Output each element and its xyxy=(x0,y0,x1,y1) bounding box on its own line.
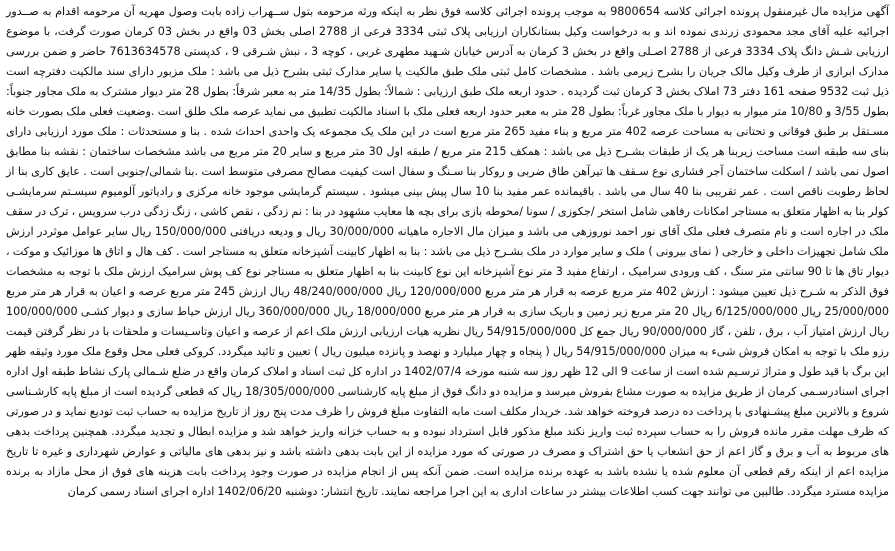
notice-body-text: آگهی مزایده مال غیرمنقول پرونده اجرائی کلاسه 9800654 به موجب پرونده اجرائی کلاسه فوق نظر به اینکه ورثه مرحومه بتول ســهراب زاده بابت وصول مهریه آن مرحومه اقدام به صــدور اجرائیه علیه آقای مجد محمودی زرندی نموده اند و به درخواست وکیل بستانکاران ارزیابی پلاک ثبتی 3334 فرعی از 2788 اصلی بخش 03 واقع در بخش 03 کرمان صورت گرفت، با موضوع ارزیابی شـش دانگ پلاک 3334 فرعی از 2788 اصـلی واقع در بخش 3 کرمان به آدرس خیابان شـهید مطهری غربی ، کوچه 3 ، نبش شـرقی 9 ، کدپستی 7613634578 حاضر و ضمن بررسی مدارک ابرازی از طرف وکیل مالک جریان را بشرح زیرمی باشد . مشخصات کامل ثبتی ملک طبق مالکیت یا سایر مدارک ثبتی بشرح ذیل می باشد : ملک مزبور دارای سند مالکیت دفترچه است ذیل ثبت 9532 صفحه 161 دفتر 73 املاک بخش 3 کرمان ثبت گردیده . حدود اربعه ملک طبق ارزیابی : شمالاً: بطول 14/35 متر به معبر شرقاً: بطول 28 متر دیوار مشترک به ملک مجاور جنوباً: بطول 3/55 و 10/80 متر میوار به دیوار با ملک مجاور غرباً: بطول 28 متر به معبر حدود اربعه فعلی ملک با اسناد مالکیت تطبیق می نماید عرصه ملک طلق است .وضعیت فعلی ملک بصورت خانه مسـتقل بر طبق فوقانی و تحتانی به مساحت عرصه 402 متر مربع و بناء مفید 265 متر مربع است در این ملک یک مجموعه یک واحدی احداث شده . بنا و مستحدثات : ملک مورد ارزیابی دارای بنای سه طبقه است مساحت زیربنا هر یک از طبقات بشـرح ذیل می باشد : همکف 215 متر مربع / طبقه اول 30 متر مربع و سایر 20 متر مربع می باشد مشخصات ساختمان : نقشه بنا مطابق اصول نمی باشد / اسکلت ساختمان آجر فشاری نوع سـقف ها تیرآهن طاق ضربی و روکار بنا سـنگ و سفال است کیفیت مصالح مصرفی متوسط است .بنا شمالی/جنوبی است . عایق کاری بنا از لحاظ رطوبت ناقص است . عمر تقریبی بنا 40 سال می باشد . باقیمانده عمر مفید بنا 10 سال پیش بینی میشود . سیستم گرمایشی موجود خانه مرکزی و رادیاتور آلومیوم سیسـتم سرمایشـی کولر بنا به اظهار متعلق به مستاجر امکانات رفاهی شامل استخر /جکوزی / سونا /محوطه بازی برای بچه ها معایب مشهود در بنا : نم زدگی ، نقص کاشی ، زنگ زدگی درب سرویس ، ترک در سقف ملک در اجاره است و نام متصرف فعلی ملک آقای نور احمد نوروزهی می باشد و میزان مال الاجاره ماهیانه 30/000/000 ریال و ودیعه دریافتی 150/000/000 ریال سایر عوامل موثردر ارزش ملک شامل تجهیزات داخلی و خارجی ( نمای بیرونی ) ملک و سایر موارد در ملک بشـرح ذیل می باشد : بنا به اظهار کابینت آشپزخانه متعلق به مستاجر است . کف هال و اتاق ها موزائیک و موکت ، دیوار تاق ها تا 90 سانتی متر سنگ ، کف ورودی سرامیک ، ارتفاع مفید 3 متر نوع آشپزخانه این نوع کابینت بنا به اظهار متعلق به مستاجر نوع کف پوش سرامیک ارزش ملک با توجه به مشخصات فوق الذکر به شـرح ذیل تعیین میشود : ارزش 402 متر مربع عرصه به قرار هر متر مربع 120/000/000 ریال 48/240/000/000 ریال ارزش 245 متر مربع عرصه و اعیان به قرار هر متر مربع 25/000/000 ریال 6/125/000/000 ریال 20 متر مربع زیر زمین و باریک سازی به قرار هر متر مربع 18/000/000 ریال 360/000/000 ریال ارزش حیاط سازی و دیوار کشـی 100/000/000 ریال ارزش امتیاز آب ، برق ، تلفن ، گاز 90/000/000 ریال جمع کل 54/915/000/000 ریال نظریه هیات ارزیابی ارزش ملک اعم از عرصه و اعیان وتاسـیسات و ملحقات با در نظر گرفتن قیمت رزو ملک با توجه به امکان فروش شیء به میزان 54/915/000/000 ریال ( پنجاه و چهار میلیارد و نهصد و پانزده میلیون ریال ) تعیین و تائید میگردد. کروکی فعلی محل وقوع ملک مورد وثیقه ظهر این برگ با قید طول و متراژ ترسـیم شده است از ساعت 9 الی 12 ظهر روز سه شنبه مورخه 1402/07/4 در اداره کل ثبت اسناد و املاک کرمان واقع در ضلع شـمالی پارک نشاط طبقه اول اداره اجرای اسنادرسـمی کرمان از طریق مزایده به صورت مشاع بفروش میرسد و مزایده دو دانگ فوق از مبلغ پایه کارشناسی 18/305/000/000 ریال که قطعی گردیده است از مبلغ پایه کارشـناسی شروع و بالاترین مبلغ پیشـنهادی با پرداخت ده درصد فروخته خواهد شد. خریدار مکلف است مابه التفاوت مبلغ فروش را ظرف مدت پنج روز از تاریخ مزایده به حساب ثبت تودیع نماید و در صورتی که ظرف مهلت مقرر مانده فروش را به حساب سپرده ثبت واریز نکند مبلغ مذکور قابل استرداد نبوده و به حساب خزانه واریز خواهد شد و مزایده ابطال و تجدید میگردد. همچنین پرداخت بدهی های مربوط به آب و برق و گاز اعم از حق انشعاب یا حق اشتراک و مصرف در صورتی که مورد مزایده از این بابت بدهی داشته باشد و نیز بدهی های مالیاتی و عوارض شهرداری و غیره تا تاریخ مزایده اعم از اینکه رقم قطعی آن معلوم شده یا نشده باشد به عهده برنده مزایده است. ضمن آنکه پس از انجام مزایده در صورت وجود پرداخت بابت هزینه های فوق از محل مازاد به برنده مزایده مسترد میگردد. طالبین می توانند جهت کسب اطلاعات بیشتر در ساعات اداری به این اجرا مراجعه نمایند. تاریخ انتشار: دوشنبه 1402/06/20 اداره اجرای اسناد رسمی کرمان xyxy=(6,5,890,498)
